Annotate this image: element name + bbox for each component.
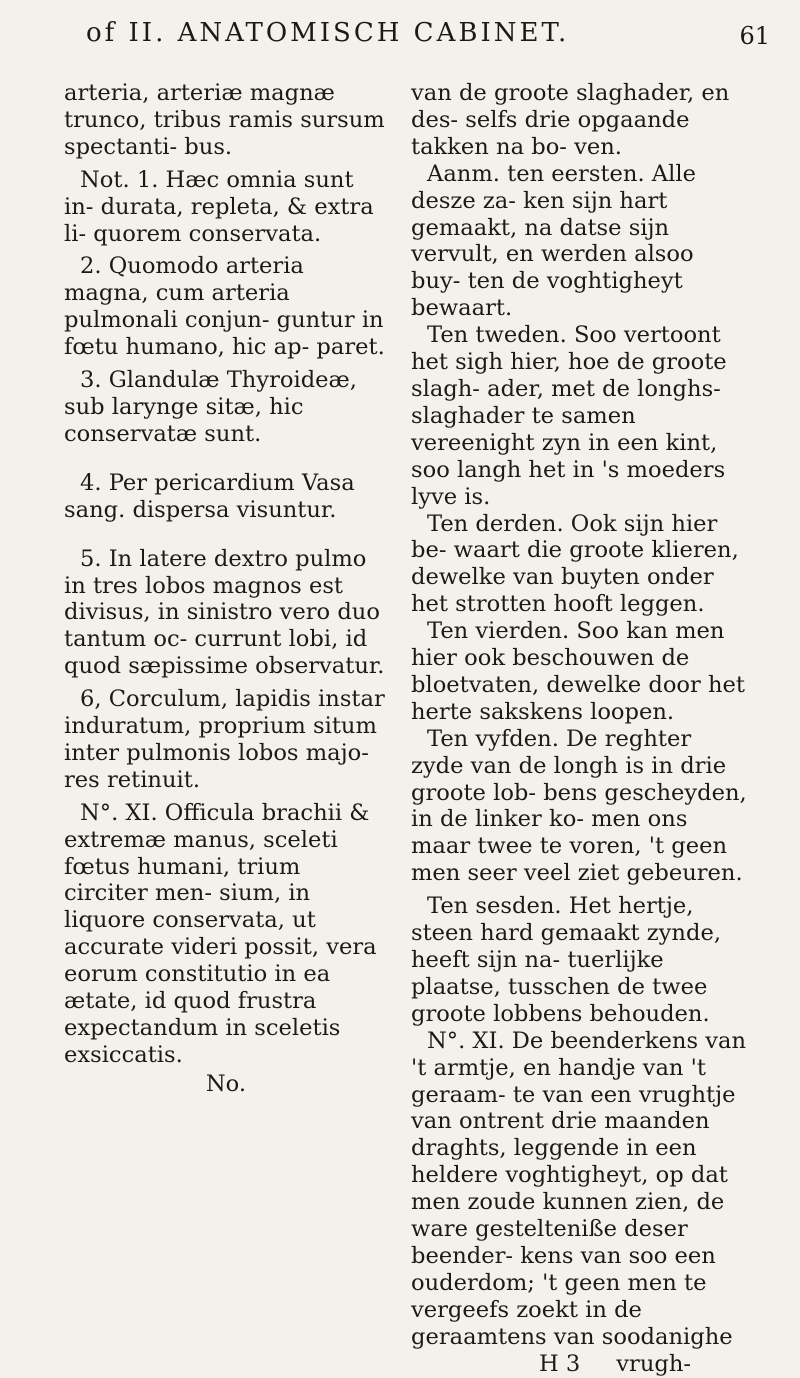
latin-paragraph: 3. Glandulæ Thyroideæ, sub larynge sitæ, hic conservatæ sunt. [64,367,357,447]
dutch-paragraph: van de groote slaghader, en des- selfs drie opgaande takken na bo- ven. [411,80,730,160]
latin-paragraph: 6, Corculum, lapidis instar induratum, proprium situm inter pulmonis lobos majo- res retinuit. [64,686,385,793]
page-number: 61 [739,22,770,50]
latin-paragraph: arteria, arteriæ magnæ trunco, tribus ramis sursum spectanti- bus. [64,80,385,160]
latin-paragraph: 5. In latere dextro pulmo in tres lobos magnos est divisus, in sinistro vero duo tantum oc- currunt lobi, id quod sæpissime observatur. [64,545,385,680]
dutch-paragraph: Ten vyfden. De reghter zyde van de longh is in drie groote lob- bens gescheyden, in de linker ko- men ons maar twee te voren, 't geen men seer veel ziet gebeuren. [411,725,747,887]
latin-paragraph: Not. 1. Hæc omnia sunt in- durata, repleta, & extra li- quorem conservata. [64,166,374,247]
latin-column [64,80,388,1098]
header-title: of II. ANATOMISCH CABINET. [86,18,570,48]
catchword-left: No. [205,1070,247,1097]
dutch-column [411,80,749,1378]
latin-paragraph: N°. XI. Officula brachii & extremæ manus, sceleti fœtus humani, trium circiter men- sium, in liquore conservata, ut accurate videri possit, vera eorum constitutio in ea ætate, id quod frustra expectandum in sceletis exsiccatis. [64,799,377,1068]
running-header [80,16,780,56]
dutch-paragraph: Ten tweden. Soo vertoont het sigh hier, hoe de groote slagh- ader, met de longhs-slaghader te samen vereenight zyn in een kint, soo langh het in 's moeders lyve is. [411,322,727,510]
dutch-paragraph: Ten sesden. Het hertje, steen hard gemaakt zynde, heeft sijn na- tuerlijke plaatse, tusschen de twee groote lobbens behouden. [411,893,722,1027]
signature-mark: H 3 [539,1350,581,1377]
dutch-paragraph: Ten vierden. Soo kan men hier ook beschouwen de bloetvaten, dewelke door het herte sakskens loopen. [411,618,746,725]
dutch-paragraph: Aanm. ten eersten. Alle desze za- ken sijn hart gemaakt, na datse sijn vervult, en werden alsoo buy- ten de voghtigheyt bewaart. [411,160,696,322]
latin-paragraph: 2. Quomodo arteria magna, cum arteria pulmonali conjun- guntur in fœtu humano, hic ap- paret. [64,253,385,361]
dutch-paragraph: Ten derden. Ook sijn hier be- waart die groote klieren, dewelke van buyten onder het strotten hooft leggen. [411,510,739,618]
catchword-right: vrugh- [616,1350,692,1377]
footer-line [411,1351,749,1378]
latin-paragraph: 4. Per pericardium Vasa sang. dispersa visuntur. [64,469,355,523]
dutch-paragraph: N°. XI. De beenderkens van 't armtje, en handje van 't geraam- te van een vrughtje van ontrent drie maanden draghts, leggende in een heldere voghtigheyt, op dat men zoude kunnen zien, de ware gestelteniße deser beender- kens van soo een ouderdom; 't geen men te vergeefs zoekt in de geraamtens van soodanighe [411,1027,747,1350]
